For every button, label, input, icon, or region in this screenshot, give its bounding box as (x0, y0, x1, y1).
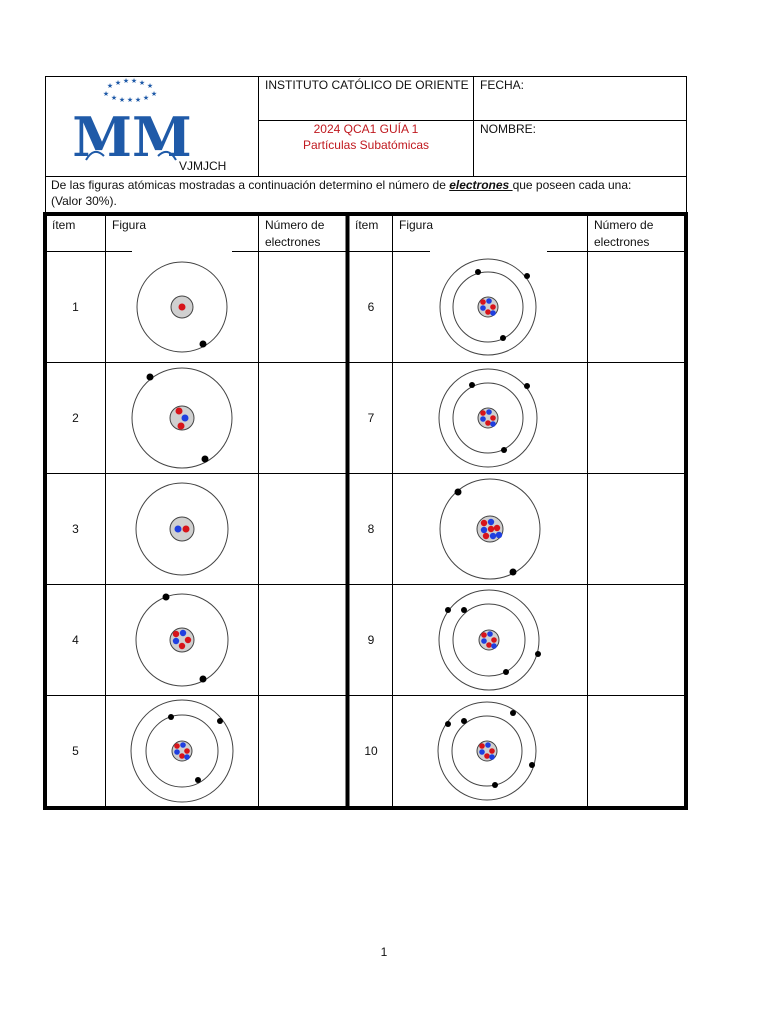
svg-text:★: ★ (142, 94, 150, 102)
atom-figure-5 (131, 700, 233, 802)
atom-figure-8 (440, 479, 540, 579)
item-number: 5 (72, 744, 79, 758)
name-label: NOMBRE: (480, 122, 537, 136)
item-number: 8 (367, 522, 375, 536)
col-header-count-left-2: electrones (265, 235, 321, 249)
atom-figure-1 (137, 262, 227, 352)
atom-figure-9 (439, 590, 541, 690)
item-number: 4 (72, 633, 79, 647)
item-number: 10 (364, 744, 378, 758)
svg-text:★: ★ (130, 77, 138, 85)
col-header-count-right-2: electrones (594, 235, 650, 249)
col-header-figure-left: Figura (112, 218, 147, 232)
logo-caption: VJMJCH (179, 159, 227, 173)
instructions-text-end: que poseen cada una: (512, 178, 632, 192)
logo-monogram: MM (72, 105, 192, 169)
instructions-emphasis: electrones (449, 178, 513, 192)
svg-text:★: ★ (106, 82, 114, 90)
item-number: 6 (367, 300, 375, 314)
guide-topic: Partículas Subatómicas (302, 138, 430, 152)
svg-text:★: ★ (146, 82, 154, 90)
instructions-line-2: (Valor 30%). (51, 194, 117, 208)
svg-text:★: ★ (122, 77, 130, 85)
col-header-figure-right: Figura (399, 218, 434, 232)
atom-figure-6 (440, 259, 536, 355)
atom-figure-4 (136, 594, 228, 687)
page-number: 1 (380, 945, 388, 959)
atom-figure-7 (439, 369, 537, 467)
col-header-item-right: ítem (355, 218, 379, 232)
col-header-item-left: ítem (52, 218, 76, 232)
atom-figure-2 (132, 368, 232, 468)
institute-name: INSTITUTO CATÓLICO DE ORIENTE (265, 78, 469, 92)
svg-text:★: ★ (118, 96, 126, 104)
svg-text:★: ★ (150, 90, 158, 98)
item-number: 2 (72, 411, 79, 425)
instructions-text: De las figuras atómicas mostradas a continuación determino el número de (51, 178, 450, 192)
svg-text:★: ★ (102, 90, 110, 98)
col-header-count-left-1: Número de (265, 218, 325, 232)
svg-text:★: ★ (114, 79, 122, 87)
guide-code: 2024 QCA1 GUÍA 1 (313, 122, 419, 136)
svg-text:★: ★ (126, 96, 134, 104)
atom-figure-10 (438, 702, 536, 800)
item-number: 9 (367, 633, 375, 647)
atom-figure-3 (136, 483, 228, 575)
svg-text:★: ★ (138, 79, 146, 87)
item-number: 3 (72, 522, 79, 536)
col-header-count-right-1: Número de (594, 218, 654, 232)
svg-text:★: ★ (110, 94, 118, 102)
item-number: 1 (72, 300, 79, 314)
svg-text:★: ★ (134, 96, 142, 104)
item-number: 7 (367, 411, 375, 425)
date-label: FECHA: (480, 78, 525, 92)
